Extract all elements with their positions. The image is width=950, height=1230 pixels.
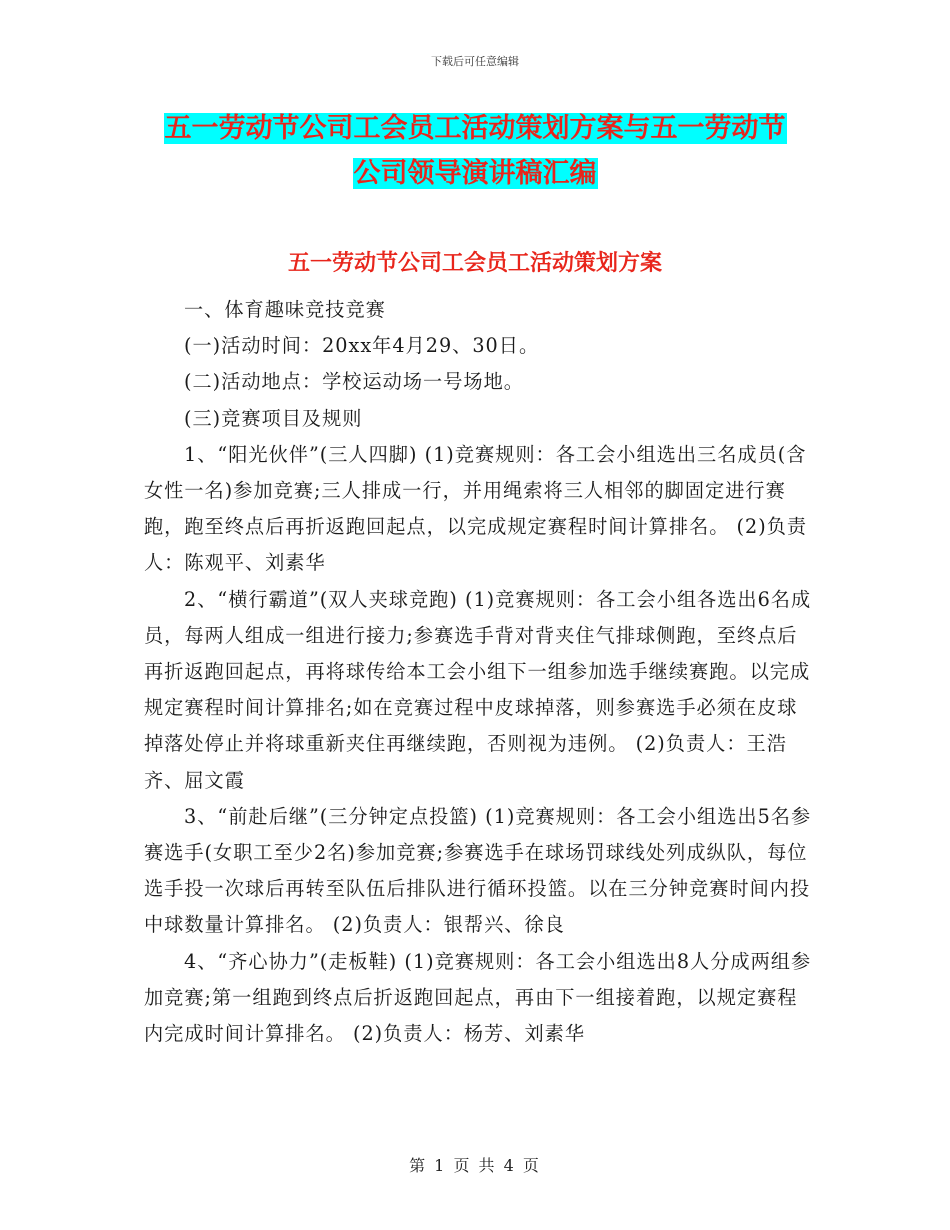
document-body bbox=[144, 292, 814, 1052]
page-header-note: 下载后可任意编辑 bbox=[431, 55, 519, 68]
section-title: 五一劳动节公司工会员工活动策划方案 bbox=[287, 251, 662, 276]
event-3-paragraph: 3、“前赴后继”(三分钟定点投篮) (1)竞赛规则：各工会小组选出5名参赛选手(女职工至少2名)参加竞赛;参赛选手在球场罚球线处列成纵队，每位选手投一次球后再转至队伍后排队进行循环投篮。以在三分钟竞赛时间内投中球数量计算排名。 (2)负责人：银帮兴、徐良 bbox=[144, 804, 812, 937]
event-2-paragraph: 2、“横行霸道”(双人夹球竞跑) (1)竞赛规则：各工会小组各选出6名成员，每两人组成一组进行接力;参赛选手背对背夹住气排球侧跑，至终点后再折返跑回起点，再将球传给本工会小组下一组参加选手继续赛跑。以完成规定赛程时间计算排名;如在竞赛过程中皮球掉落，则参赛选手必须在皮球掉落处停止并将球重新夹住再继续跑，否则视为违例。 (2)负责人：王浩齐、屈文霞 bbox=[144, 587, 812, 792]
document-title-line-2 bbox=[0, 155, 950, 193]
event-1-paragraph: 1、“阳光伙伴”(三人四脚) (1)竞赛规则：各工会小组选出三名成员(含女性一名)参加竞赛;三人排成一行，并用绳索将三人相邻的脚固定进行赛跑，跑至终点后再折返跑回起点，以完成规定赛程时间计算排名。 (2)负责人：陈观平、刘素华 bbox=[144, 442, 808, 575]
title-highlight-2: 公司领导演讲稿汇编 bbox=[353, 158, 597, 189]
activity-time: (一)活动时间：20xx年4月29、30日。 bbox=[184, 334, 540, 358]
events-and-rules-heading: (三)竞赛项目及规则 bbox=[184, 406, 363, 430]
title-highlight-1: 五一劳动节公司工会员工活动策划方案与五一劳动节 bbox=[164, 113, 786, 144]
heading-sports-competition: 一、体育趣味竞技竞赛 bbox=[184, 298, 386, 321]
activity-location: (二)活动地点：学校运动场一号场地。 bbox=[184, 370, 524, 394]
event-4-paragraph: 4、“齐心协力”(走板鞋) (1)竞赛规则：各工会小组选出8人分成两组参加竞赛;第一组跑到终点后折返跑回起点，再由下一组接着跑，以规定赛程内完成时间计算排名。 (2)负责人：杨芳、刘素华 bbox=[144, 949, 812, 1046]
page-number-footer: 第 1 页 共 4 页 bbox=[409, 1156, 541, 1175]
document-title-line-1 bbox=[0, 110, 950, 148]
